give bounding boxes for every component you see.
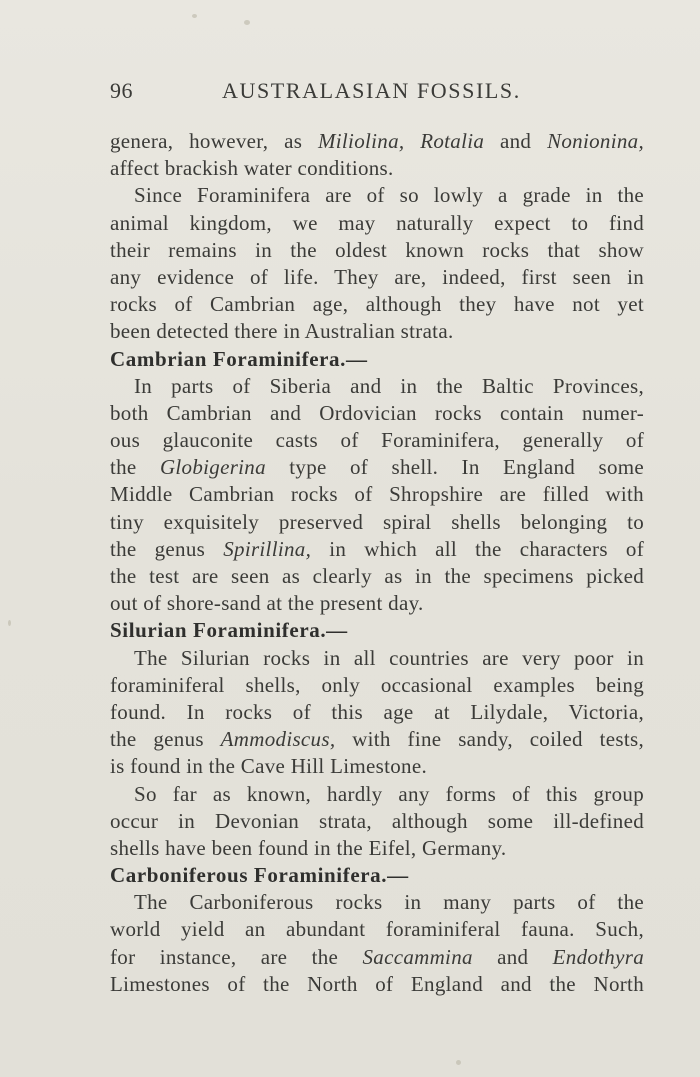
page-number: 96 — [110, 78, 133, 103]
text-line: occur in Devonian strata, although some ill-defined — [110, 808, 644, 833]
text-line: rocks of Cambrian age, although they have not yet — [110, 292, 644, 317]
text-line: their remains in the oldest known rocks that show — [110, 237, 644, 262]
text-line: Limestones of the North of England and the North — [110, 971, 644, 996]
text-line: any evidence of life. They are, indeed, first seen in — [110, 264, 644, 289]
text-line: Since Foraminifera are of so lowly a grade in the — [134, 183, 644, 208]
text-line: The Silurian rocks in all countries are very poor in — [134, 645, 644, 670]
page-header — [110, 78, 650, 112]
text-line: foraminiferal shells, only occasional examples being — [110, 672, 644, 697]
paper-speck — [192, 14, 197, 18]
paper-speck — [456, 1060, 461, 1065]
section-heading: Silurian Foraminifera.— — [110, 618, 348, 643]
text-line: In parts of Siberia and in the Baltic Provinces, — [134, 373, 644, 398]
text-line: genera, however, as Miliolina, Rotalia and Nonionina, — [110, 129, 644, 153]
text-line: the genus Spirillina, in which all the characters of — [110, 536, 644, 561]
text-line: the test are seen as clearly as in the specimens picked — [110, 564, 644, 588]
text-line: Middle Cambrian rocks of Shropshire are filled with — [110, 482, 644, 507]
text-line: is found in the Cave Hill Limestone. — [110, 754, 428, 779]
paper-speck — [244, 20, 250, 25]
running-title: AUSTRALASIAN FOSSILS. — [222, 78, 521, 103]
paper-speck — [8, 620, 11, 626]
text-line: affect brackish water conditions. — [110, 156, 394, 181]
text-line: the genus Ammodiscus, with fine sandy, coiled tests, — [110, 727, 644, 752]
text-line: the Globigerina type of shell. In England some — [110, 455, 644, 480]
text-line: world yield an abundant foraminiferal fauna. Such, — [110, 917, 644, 942]
text-line: both Cambrian and Ordovician rocks contain numer- — [110, 400, 644, 425]
text-line: animal kingdom, we may naturally expect to find — [110, 210, 644, 235]
section-heading: Carboniferous Foraminifera.— — [110, 863, 409, 888]
section-heading: Cambrian Foraminifera.— — [110, 346, 368, 371]
text-line: So far as known, hardly any forms of this group — [134, 781, 644, 806]
text-line: found. In rocks of this age at Lilydale, Victoria, — [110, 699, 644, 724]
text-line: been detected there in Australian strata. — [110, 319, 454, 344]
body-text — [110, 128, 644, 998]
text-line: tiny exquisitely preserved spiral shells belonging to — [110, 509, 644, 534]
text-line: The Carboniferous rocks in many parts of the — [134, 890, 644, 915]
text-line: out of shore-sand at the present day. — [110, 591, 424, 616]
text-line: shells have been found in the Eifel, Germany. — [110, 835, 507, 860]
text-line: ous glauconite casts of Foraminifera, generally of — [110, 428, 644, 453]
text-line: for instance, are the Saccammina and Endothyra — [110, 944, 644, 969]
